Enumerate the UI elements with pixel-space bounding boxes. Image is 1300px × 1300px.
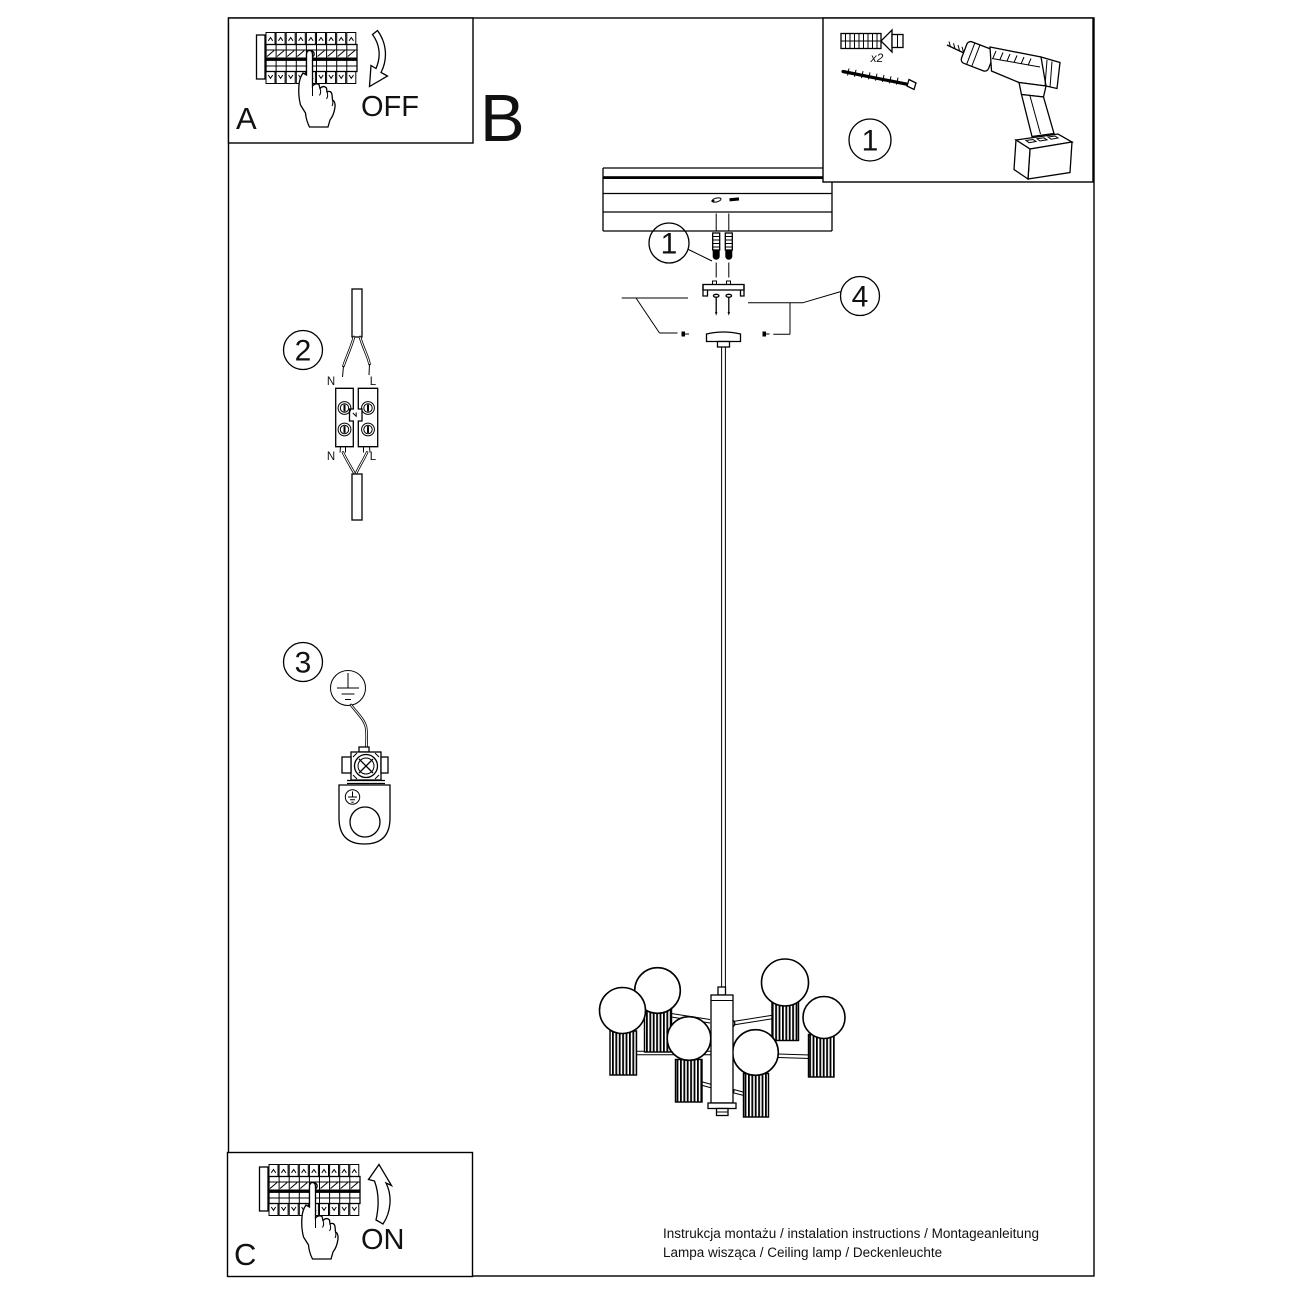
bracket-assembly bbox=[622, 277, 880, 337]
power-on-label: ON bbox=[361, 1224, 405, 1256]
anchors-callout-number: 1 bbox=[660, 227, 678, 261]
ground-diagram bbox=[284, 643, 391, 845]
mini-earth-symbol bbox=[345, 790, 359, 804]
wires-callout-number: 2 bbox=[294, 334, 312, 368]
drill-hole-right bbox=[729, 197, 739, 201]
label-l-bottom: L bbox=[369, 451, 377, 463]
bracket-screw-left bbox=[713, 294, 719, 316]
footer-line-1: Instrukcja montażu / instalation instructions / Montageanleitung bbox=[663, 1226, 1039, 1241]
suspension-rod bbox=[722, 347, 726, 988]
supply-cable bbox=[352, 289, 362, 337]
label-l-top: L bbox=[369, 376, 377, 388]
tools-callout-number: 1 bbox=[861, 124, 879, 158]
earth-symbol-icon bbox=[331, 671, 366, 706]
step-a-letter: A bbox=[236, 101, 257, 136]
bracket-callout-number: 4 bbox=[851, 280, 869, 314]
bracket-screw-right bbox=[726, 294, 732, 316]
ground-wire bbox=[351, 705, 367, 747]
lamp-cable bbox=[352, 474, 362, 520]
bracket-callout bbox=[841, 277, 880, 316]
side-screw-left bbox=[682, 332, 690, 337]
step-c-letter: C bbox=[234, 1237, 257, 1272]
label-n-bottom: N bbox=[326, 451, 336, 463]
label-n-top: N bbox=[326, 376, 336, 388]
wiring-diagram bbox=[284, 289, 378, 520]
drill-hole-left bbox=[711, 197, 721, 203]
anchor-qty-label: x2 bbox=[870, 51, 884, 65]
terminal-blocks bbox=[336, 388, 378, 446]
tools-box bbox=[823, 18, 1093, 182]
wires-callout bbox=[284, 331, 323, 370]
sheet-border bbox=[229, 18, 1095, 1276]
footer-line-2: Lampa wisząca / Ceiling lamp / Deckenleuchte bbox=[663, 1245, 943, 1260]
step-c-panel bbox=[228, 1153, 473, 1277]
central-column bbox=[708, 987, 736, 1116]
step-a-panel bbox=[229, 18, 474, 143]
canopy bbox=[707, 332, 741, 347]
canopy-underside bbox=[339, 781, 390, 845]
chandelier bbox=[600, 959, 846, 1117]
ground-terminal bbox=[342, 747, 388, 780]
stripped-wires-bottom bbox=[340, 447, 370, 474]
footer-caption bbox=[663, 1226, 1039, 1260]
ground-callout-number: 3 bbox=[294, 646, 312, 680]
ceiling-section bbox=[603, 168, 832, 231]
stripped-wires-top bbox=[343, 337, 370, 377]
anchors-callout bbox=[649, 223, 712, 263]
power-off-label: OFF bbox=[361, 91, 419, 123]
bracket-leader-lines bbox=[622, 292, 841, 335]
step-b-letter: B bbox=[480, 81, 525, 156]
ground-callout bbox=[284, 643, 323, 682]
side-screw-right bbox=[763, 332, 770, 337]
